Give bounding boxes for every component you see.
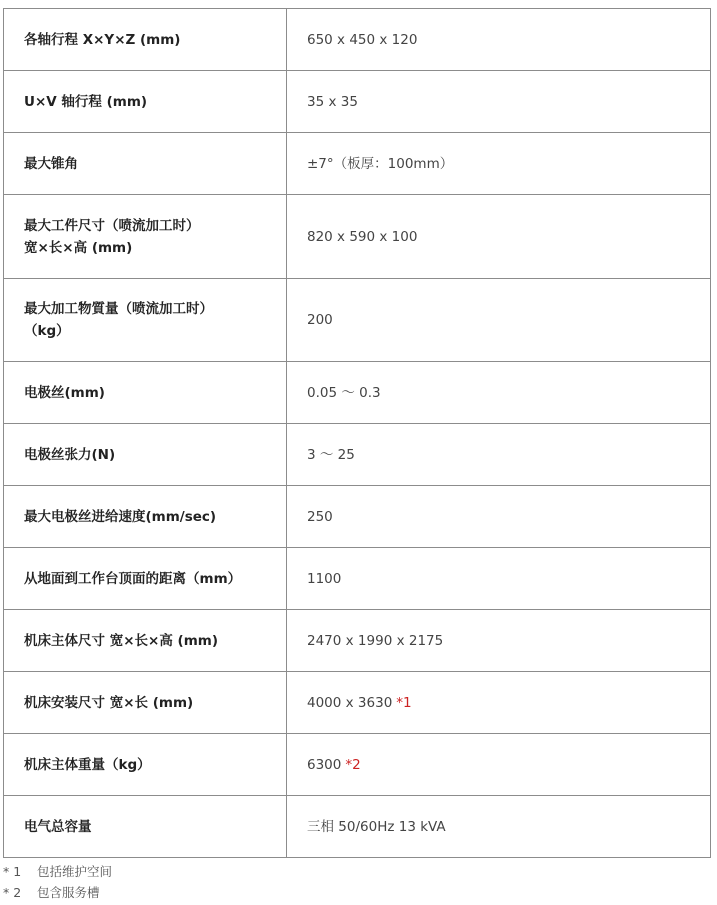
spec-label-cell	[4, 9, 287, 71]
spec-label-cell	[4, 548, 287, 610]
footnote-ref: *1	[396, 694, 412, 711]
spec-label: 最大锥角	[24, 155, 78, 172]
spec-label-cell	[4, 610, 287, 672]
spec-label: 最大电极丝进给速度(mm/sec)	[24, 508, 217, 525]
spec-row	[4, 279, 711, 362]
spec-row	[4, 734, 711, 796]
spec-value: 1100	[307, 570, 342, 587]
spec-row	[4, 195, 711, 279]
spec-value: 820 x 590 x 100	[307, 228, 418, 245]
spec-value: 6300	[307, 756, 342, 773]
spec-label-cell	[4, 486, 287, 548]
spec-label-cell	[4, 424, 287, 486]
spec-row	[4, 362, 711, 424]
footnote	[3, 861, 112, 882]
spec-value-cell	[287, 195, 711, 279]
spec-row	[4, 9, 711, 71]
spec-value: 35 x 35	[307, 93, 358, 110]
spec-label: 电极丝(mm)	[24, 384, 105, 401]
spec-label-cell	[4, 133, 287, 195]
spec-label: 各轴行程 X×Y×Z (mm)	[24, 31, 181, 48]
spec-row	[4, 71, 711, 133]
spec-label-cell	[4, 195, 287, 279]
spec-label-cell	[4, 71, 287, 133]
spec-value-cell	[287, 71, 711, 133]
spec-label-cell	[4, 279, 287, 362]
spec-label: 机床主体重量（kg）	[24, 756, 151, 773]
spec-value-cell	[287, 734, 711, 796]
spec-value: 0.05 ～ 0.3	[307, 384, 381, 401]
spec-value-cell	[287, 548, 711, 610]
spec-table-body	[4, 9, 711, 858]
spec-value: 650 x 450 x 120	[307, 31, 418, 48]
spec-value-cell	[287, 362, 711, 424]
spec-row	[4, 424, 711, 486]
spec-label-cell	[4, 672, 287, 734]
spec-value-cell	[287, 610, 711, 672]
footnote-text: 包括维护空间	[37, 864, 113, 879]
spec-table	[3, 8, 711, 858]
spec-value: 3 ～ 25	[307, 446, 355, 463]
spec-row	[4, 548, 711, 610]
spec-row	[4, 796, 711, 858]
footnote-ref: *2	[345, 756, 361, 773]
spec-row	[4, 610, 711, 672]
spec-value: 200	[307, 312, 333, 328]
spec-label: 最大工件尺寸（喷流加工时） 宽×长×高 (mm)	[24, 217, 200, 256]
spec-label-cell	[4, 362, 287, 424]
spec-label: 机床安装尺寸 宽×长 (mm)	[24, 694, 194, 711]
spec-row	[4, 486, 711, 548]
spec-row	[4, 133, 711, 195]
spec-value: 4000 x 3630	[307, 694, 393, 711]
spec-value-cell	[287, 133, 711, 195]
spec-label-cell	[4, 734, 287, 796]
spec-label: 电气总容量	[24, 818, 92, 835]
spec-value-cell	[287, 486, 711, 548]
spec-label-cell	[4, 796, 287, 858]
spec-value-cell	[287, 279, 711, 362]
spec-label: 最大加工物質量（喷流加工时） （kg）	[24, 301, 213, 339]
spec-label: 电极丝张力(N)	[24, 446, 116, 463]
spec-value-cell	[287, 672, 711, 734]
footnote-text: 包含服务槽	[37, 885, 100, 900]
spec-label: 从地面到工作台顶面的距离（mm）	[24, 570, 242, 587]
spec-value: 250	[307, 508, 333, 525]
spec-label: U×V 轴行程 (mm)	[24, 93, 148, 110]
spec-value-cell	[287, 796, 711, 858]
spec-label: 机床主体尺寸 宽×长×高 (mm)	[24, 632, 218, 649]
spec-value-cell	[287, 9, 711, 71]
spec-row	[4, 672, 711, 734]
footnote-mark: * 2	[3, 885, 22, 900]
spec-value: ±7°（板厚：100mm）	[307, 155, 454, 172]
footnote	[3, 882, 112, 903]
spec-value: 三相 50/60Hz 13 kVA	[307, 818, 446, 835]
footnote-mark: * 1	[3, 864, 22, 879]
footnotes	[3, 861, 112, 903]
spec-value-cell	[287, 424, 711, 486]
spec-value: 2470 x 1990 x 2175	[307, 632, 444, 649]
